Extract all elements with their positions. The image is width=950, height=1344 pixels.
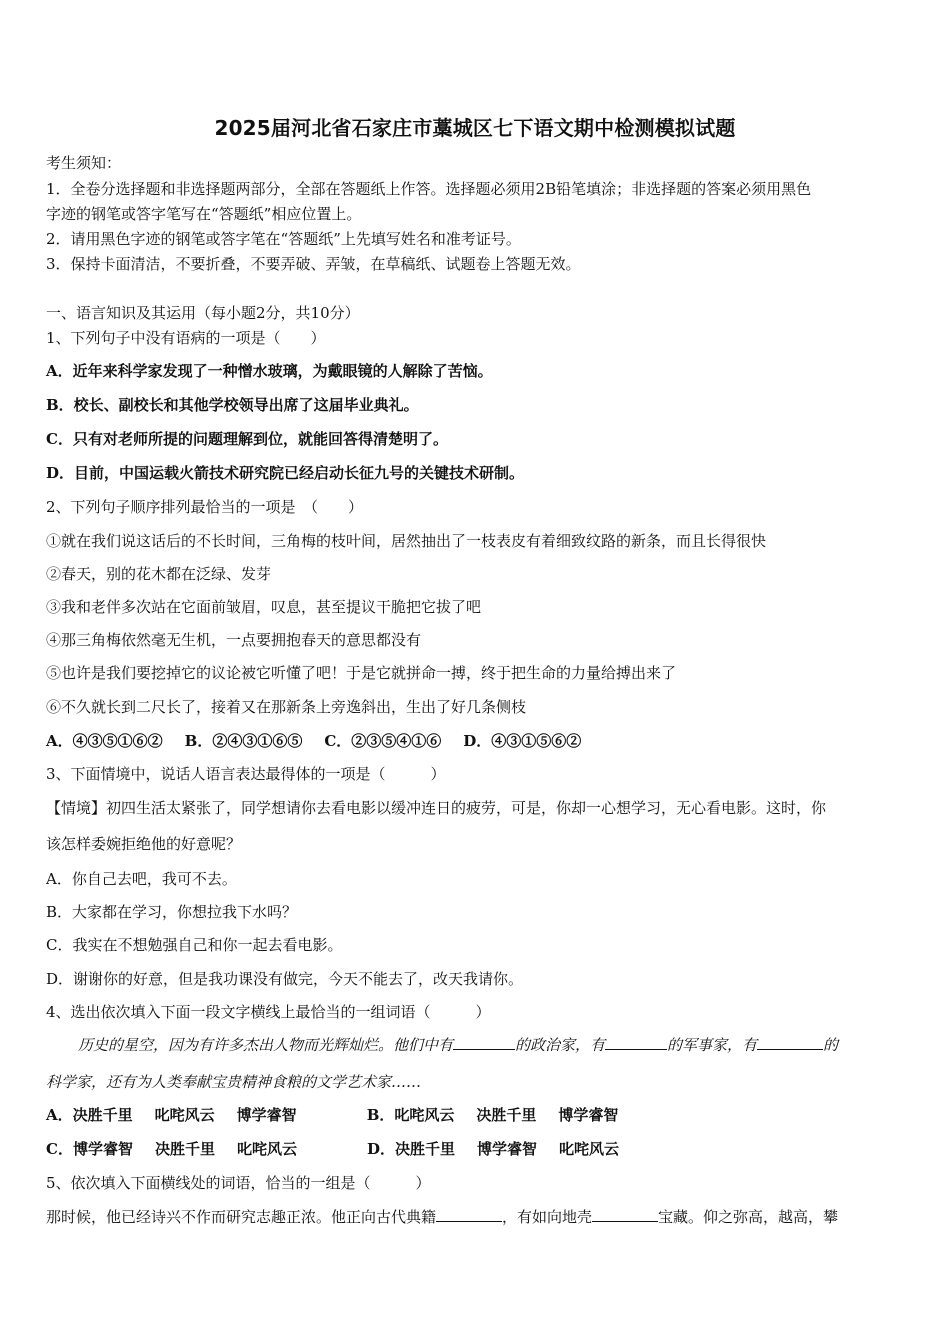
passage-fragment: 历史的星空，因为有许多杰出人物而光辉灿烂。他们中有 bbox=[78, 1036, 454, 1054]
passage-text bbox=[78, 1034, 908, 1055]
option-letter: C． bbox=[46, 1140, 73, 1158]
answer-option: B．②④③①⑥⑤ bbox=[184, 732, 303, 750]
answer-options-row bbox=[46, 1104, 908, 1125]
option-word: 博学睿智 bbox=[236, 1106, 297, 1124]
answer-option: A．近年来科学家发现了一种憎水玻璃，为戴眼镜的人解除了苦恼。 bbox=[46, 362, 493, 380]
fill-blank bbox=[592, 1207, 658, 1222]
answer-option: B．校长、副校长和其他学校领导出席了这届毕业典礼。 bbox=[46, 396, 419, 414]
fill-blank bbox=[605, 1035, 667, 1050]
notice-item: 字迹的钢笔或答字笔写在“答题纸”相应位置上。 bbox=[46, 205, 362, 223]
sentence-item: ②春天，别的花木都在泛绿、发芽 bbox=[46, 565, 272, 583]
answer-options-row bbox=[46, 1138, 908, 1159]
question-stem: 4、选出依次填入下面一段文字横线上最恰当的一组词语（ ） bbox=[46, 1003, 491, 1021]
option-word: 决胜千里 bbox=[154, 1140, 215, 1158]
section-heading: 一、语言知识及其运用（每小题2分，共10分） bbox=[46, 304, 360, 322]
passage-text bbox=[46, 1206, 908, 1227]
option-word: 叱咤风云 bbox=[154, 1106, 215, 1124]
answer-option: D．目前，中国运载火箭技术研究院已经启动长征九号的关键技术研制。 bbox=[46, 464, 525, 482]
notice-heading: 考生须知： bbox=[46, 154, 122, 172]
option-word: 决胜千里 bbox=[72, 1106, 133, 1124]
sentence-item: ⑥不久就长到二尺长了，接着又在那新条上旁逸斜出，生出了好几条侧枝 bbox=[46, 698, 527, 716]
answer-option: A．你自己去吧，我可不去。 bbox=[46, 870, 237, 888]
option-letter: D． bbox=[367, 1140, 396, 1158]
fill-blank bbox=[453, 1035, 515, 1050]
option-word: 叱咤风云 bbox=[394, 1106, 455, 1124]
fill-blank bbox=[757, 1035, 823, 1050]
answer-option: D．④③①⑤⑥② bbox=[463, 732, 582, 750]
passage-fragment: ，有如向地壳 bbox=[502, 1208, 593, 1226]
notice-item: 2．请用黑色字迹的钢笔或答字笔在“答题纸”上先填写姓名和准考证号。 bbox=[46, 230, 521, 248]
fill-blank bbox=[436, 1207, 502, 1222]
sentence-item: ④那三角梅依然毫无生机，一点要拥抱春天的意思都没有 bbox=[46, 631, 422, 649]
option-word: 博学睿智 bbox=[558, 1106, 619, 1124]
answer-option: B．大家都在学习，你想拉我下水吗？ bbox=[46, 903, 298, 921]
question-stem: 3、下面情境中，说话人语言表达最得体的一项是（ ） bbox=[46, 765, 446, 783]
answer-options-row bbox=[46, 730, 908, 751]
notice-item: 1．全卷分选择题和非选择题两部分，全部在答题纸上作答。选择题必须用2B铅笔填涂；非选择题的答案必须用黑色 bbox=[46, 180, 812, 198]
answer-option: C．只有对老师所提的问题理解到位，就能回答得清楚明了。 bbox=[46, 430, 448, 448]
sentence-item: ①就在我们说这话后的不长时间，三角梅的枝叶间，居然抽出了一枝表皮有着细致纹路的新条，而且长得很快 bbox=[46, 532, 767, 550]
passage-fragment: 宝藏。仰之弥高，越高，攀 bbox=[658, 1208, 839, 1226]
option-word: 决胜千里 bbox=[395, 1140, 456, 1158]
option-word: 叱咤风云 bbox=[559, 1140, 620, 1158]
question-stem: 5、依次填入下面横线处的词语，恰当的一组是（ ） bbox=[46, 1174, 431, 1192]
answer-option: D．谢谢你的好意，但是我功课没有做完，今天不能去了，改天我请你。 bbox=[46, 970, 524, 988]
context-text: 该怎样委婉拒绝他的好意呢？ bbox=[46, 835, 242, 853]
option-word: 叱咤风云 bbox=[236, 1140, 297, 1158]
option-letter: A． bbox=[46, 1106, 73, 1124]
sentence-item: ③我和老伴多次站在它面前皱眉，叹息，甚至提议干脆把它拔了吧 bbox=[46, 598, 482, 616]
page-title: 2025届河北省石家庄市藁城区七下语文期中检测模拟试题 bbox=[214, 116, 736, 140]
option-word: 决胜千里 bbox=[476, 1106, 537, 1124]
notice-item: 3．保持卡面清洁，不要折叠，不要弄破、弄皱，在草稿纸、试题卷上答题无效。 bbox=[46, 255, 581, 273]
option-letter: B． bbox=[366, 1106, 395, 1124]
answer-option: C．②③⑤④①⑥ bbox=[324, 732, 442, 750]
passage-fragment: 的军事家，有 bbox=[667, 1036, 758, 1054]
passage-text: 科学家，还有为人类奉献宝贵精神食粮的文学艺术家…… bbox=[46, 1073, 422, 1091]
passage-fragment: 那时候，他已经诗兴不作而研究志趣正浓。他正向古代典籍 bbox=[46, 1208, 437, 1226]
question-stem: 2、下列句子顺序排列最恰当的一项是 （ ） bbox=[46, 498, 364, 516]
sentence-item: ⑤也许是我们要挖掉它的议论被它听懂了吧！于是它就拼命一搏，终于把生命的力量给搏出来了 bbox=[46, 664, 677, 682]
passage-fragment: 的政治家，有 bbox=[515, 1036, 606, 1054]
context-text: 【情境】初四生活太紧张了，同学想请你去看电影以缓冲连日的疲劳，可是，你却一心想学习，无心看电影。这时，你 bbox=[46, 799, 827, 817]
question-stem: 1、下列句子中没有语病的一项是（ ） bbox=[46, 329, 326, 347]
option-word: 博学睿智 bbox=[72, 1140, 133, 1158]
option-word: 博学睿智 bbox=[477, 1140, 538, 1158]
answer-option: C．我实在不想勉强自己和你一起去看电影。 bbox=[46, 936, 343, 954]
answer-option: A．④③⑤①⑥② bbox=[46, 732, 163, 750]
passage-fragment: 的 bbox=[823, 1036, 839, 1054]
